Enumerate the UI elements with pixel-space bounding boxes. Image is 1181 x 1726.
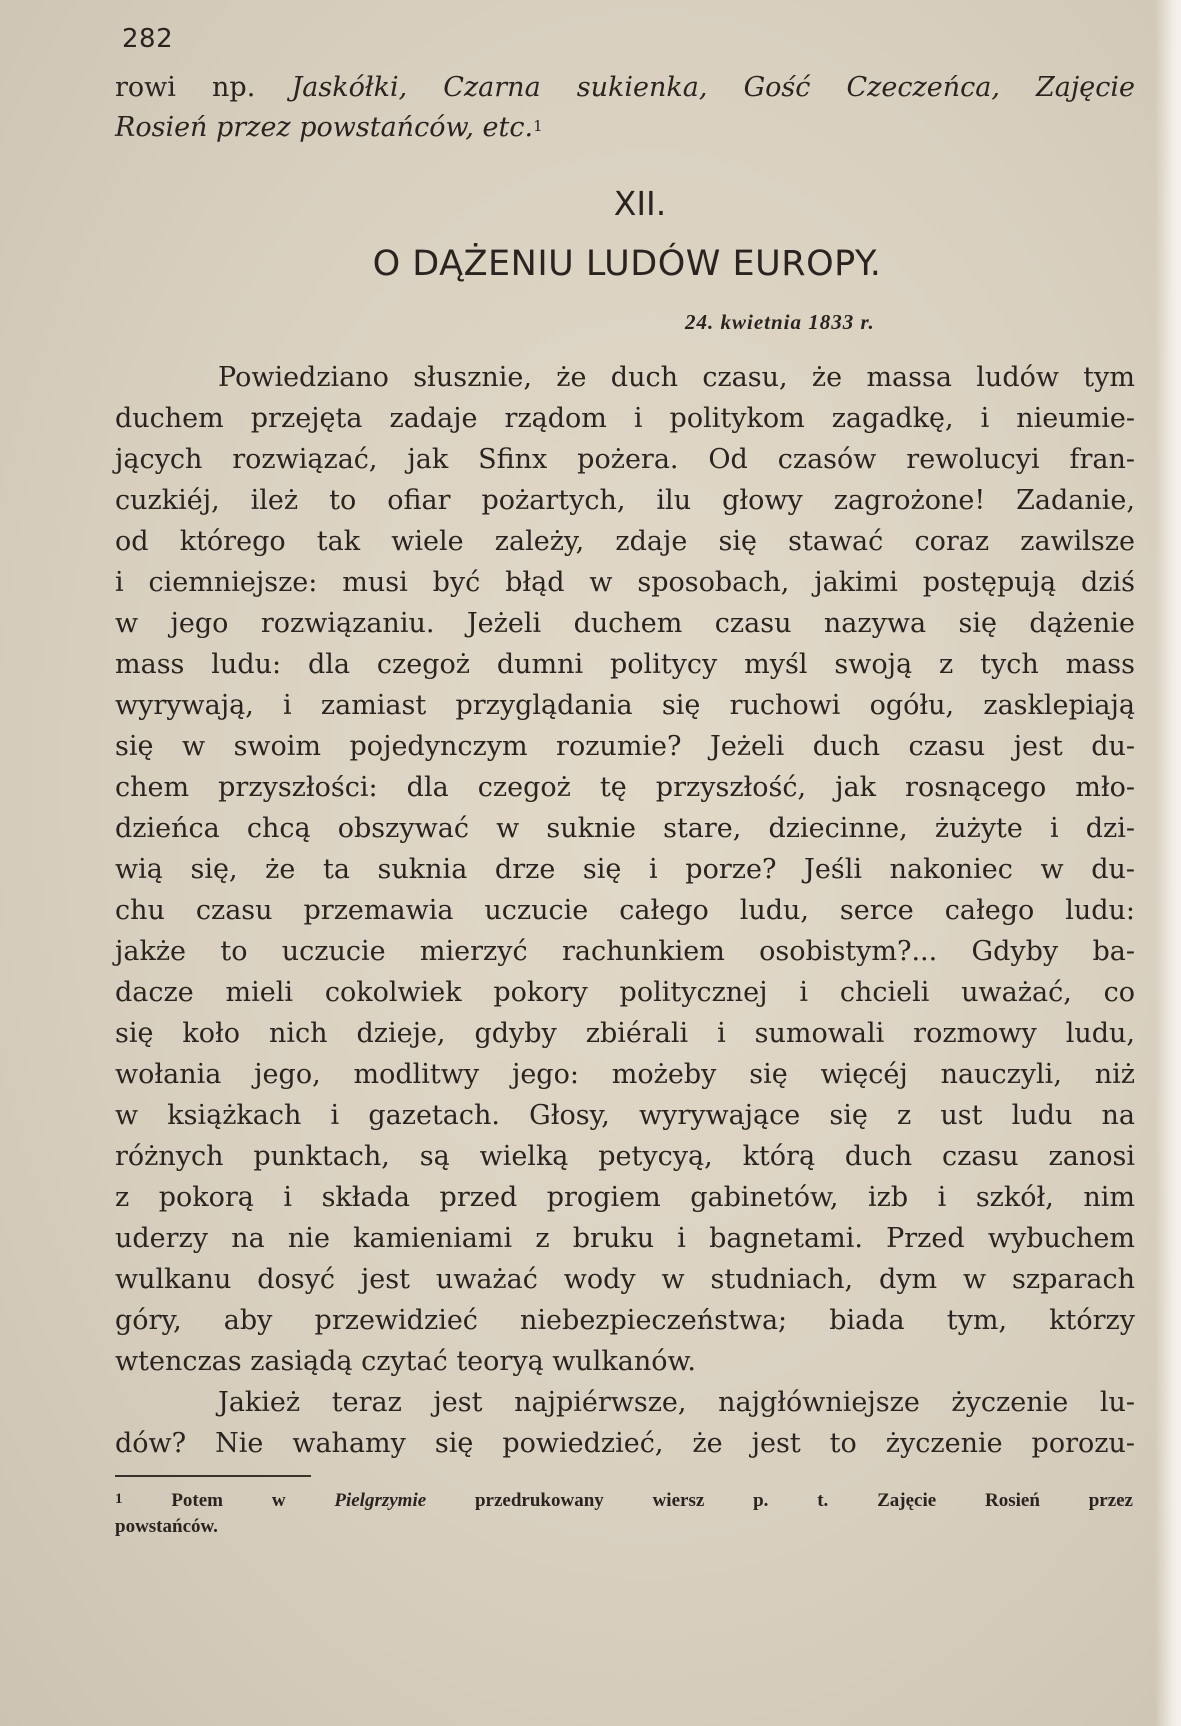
body-line: uderzy na nie kamieniami z bruku i bagnetami. Przed wybuchem: [115, 1223, 1135, 1254]
body-line: w książkach i gazetach. Głosy, wyrywające się z ust ludu na: [115, 1100, 1135, 1131]
body-line: wią się, że ta suknia drze się i porze? Jeśli nakoniec w du-: [115, 854, 1135, 885]
footnote-line-2: powstańców.: [115, 1516, 218, 1537]
body-line: od którego tak wiele zależy, zdaje się stawać coraz zawilsze: [115, 526, 1135, 557]
body-line: jakże to uczucie mierzyć rachunkiem osobistym?... Gdyby ba-: [115, 936, 1135, 967]
body-line: wołania jego, modlitwy jego: możeby się więcéj nauczyli, niż: [115, 1059, 1135, 1090]
footnote-text-rest: przedrukowany wiersz p. t. Zajęcie Rosień przez: [426, 1490, 1133, 1511]
continued-text-line-2: [115, 108, 1135, 148]
body-line: wtenczas zasiądą czytać teoryą wulkanów.: [115, 1346, 696, 1377]
footnote-line-1: [115, 1488, 1133, 1514]
footnote-marker: 1: [115, 1491, 123, 1507]
chapter-date: 24. kwietnia 1833 r.: [685, 310, 875, 334]
footnote-italic-title: Pielgrzymie: [334, 1490, 427, 1511]
continued-text-start: rowi np.: [115, 72, 292, 103]
continued-text-line-1: [115, 68, 1135, 108]
page-edge: [1155, 0, 1181, 1726]
continued-text-titles-2: Rosień przez powstańców, etc.: [115, 112, 534, 143]
body-line: chem przyszłości: dla czegoż tę przyszłość, jak rosnącego mło-: [115, 772, 1135, 803]
chapter-title: O DĄŻENIU LUDÓW EUROPY.: [372, 244, 882, 284]
body-line: się koło nich dzieje, gdyby zbiérali i sumowali rozmowy ludu,: [115, 1018, 1135, 1049]
continued-text-titles: Jaskółki, Czarna sukienka, Gość Czeczeńca, Zajęcie: [291, 72, 1135, 103]
body-line: dacze mieli cokolwiek pokory politycznej i chcieli uważać, co: [115, 977, 1135, 1008]
body-line: dzieńca chcą obszywać w suknie stare, dziecinne, żużyte i dzi-: [115, 813, 1135, 844]
body-line: i ciemniejsze: musi być błąd w sposobach, jakimi postępują dziś: [115, 567, 1135, 598]
body-line: cuzkiéj, ileż to ofiar pożartych, ilu głowy zagrożone! Zadanie,: [115, 485, 1135, 516]
page-number: 282: [122, 24, 174, 54]
body-line: jących rozwiązać, jak Sfinx pożera. Od czasów rewolucyi fran-: [115, 444, 1135, 475]
body-line: wyrywają, i zamiast przyglądania się ruchowi ogółu, zasklepiają: [115, 690, 1135, 721]
body-line: Jakież teraz jest najpiérwsze, najgłówniejsze życzenie lu-: [218, 1387, 1135, 1418]
body-line: wulkanu dosyć jest uważać wody w studniach, dym w szparach: [115, 1264, 1135, 1295]
body-line: się w swoim pojedynczym rozumie? Jeżeli duch czasu jest du-: [115, 731, 1135, 762]
footnote-rule: [115, 1475, 311, 1477]
body-line: mass ludu: dla czegoż dumni politycy myśl swoją z tych mass: [115, 649, 1135, 680]
body-line: chu czasu przemawia uczucie całego ludu, serce całego ludu:: [115, 895, 1135, 926]
body-line: Powiedziano słusznie, że duch czasu, że massa ludów tym: [218, 362, 1135, 393]
body-line: w jego rozwiązaniu. Jeżeli duchem czasu nazywa się dążenie: [115, 608, 1135, 639]
body-line: góry, aby przewidzieć niebezpieczeństwa; biada tym, którzy: [115, 1305, 1135, 1336]
body-line: różnych punktach, są wielką petycyą, którą duch czasu zanosi: [115, 1141, 1135, 1172]
body-line: dów? Nie wahamy się powiedzieć, że jest to życzenie porozu-: [115, 1428, 1135, 1459]
footnote-text-start: Potem w: [171, 1490, 335, 1511]
body-line: duchem przejęta zadaje rządom i politykom zagadkę, i nieumie-: [115, 403, 1135, 434]
chapter-number: XII.: [613, 184, 667, 223]
footnote-reference: 1: [533, 117, 543, 135]
body-line: z pokorą i składa przed progiem gabinetów, izb i szkół, nim: [115, 1182, 1135, 1213]
